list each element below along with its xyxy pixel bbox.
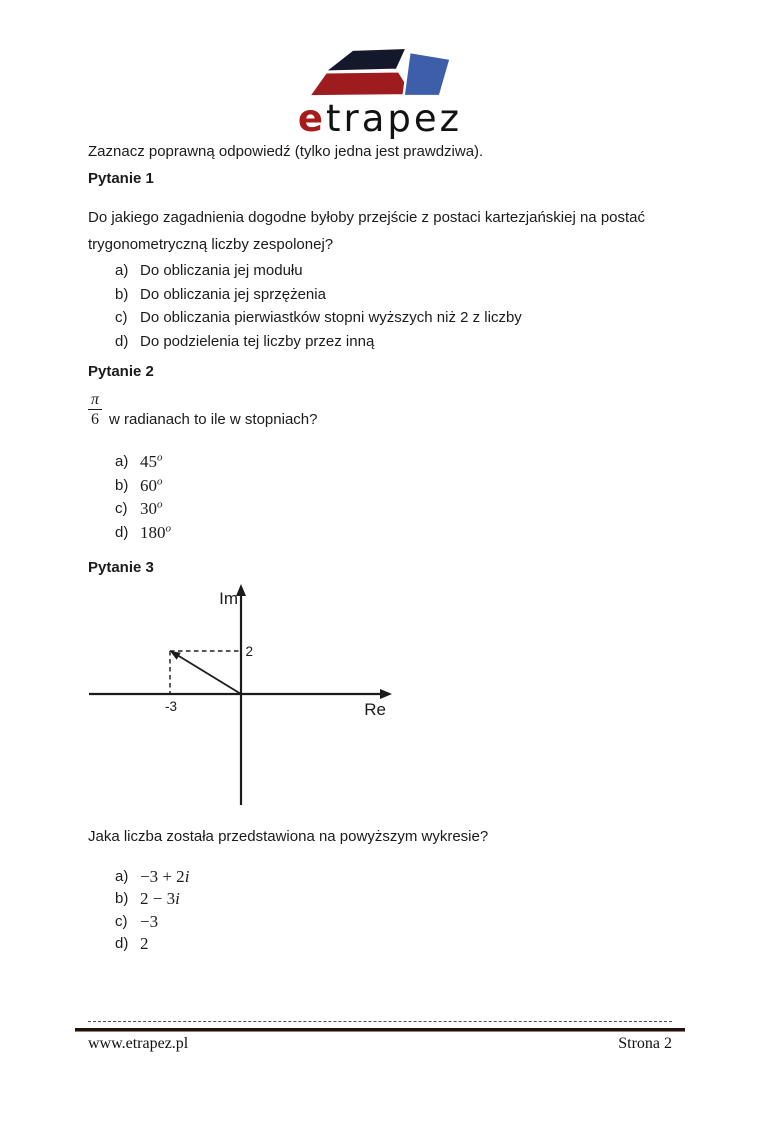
option-value [140,888,180,910]
option-label: d) [115,332,129,350]
degree-value: 180 [140,522,166,542]
question-1-options [88,259,672,353]
fraction-numerator: π [88,392,102,410]
option-value [140,474,163,498]
option-label: c) [115,500,128,518]
degree-sup: o [157,498,163,511]
q1-option-a [115,259,672,283]
option-value [140,866,189,888]
page-footer [75,1021,685,1053]
math-value: −3 [140,911,159,931]
option-label: a) [115,868,129,886]
option-text: Do podzielenia tej liczby przez inną [140,332,375,350]
option-value [140,933,149,955]
q3-option-d [115,933,672,955]
q2-option-d [115,521,672,545]
im-axis-label: Im [219,589,238,609]
question-2-options [88,450,672,544]
logo-letters-trapez: trapez [326,97,463,140]
footer-row [88,1035,672,1053]
footer-rule [75,1028,685,1032]
option-label: d) [115,523,129,541]
option-label: c) [115,912,128,930]
question-2-text [88,392,672,428]
option-label: a) [115,453,129,471]
degree-sup: o [157,451,163,464]
option-value [140,497,163,521]
fraction-denominator: 6 [91,411,99,429]
question-1-text-line1: Do jakiego zagadnienia dogodne byłoby przejście z postaci kartezjańskiej na postać [88,209,646,227]
im-tick-2: 2 [245,644,254,660]
imaginary-unit: i [175,889,180,909]
logo-letter-e: e [297,97,327,140]
re-tick-minus-3: -3 [164,699,178,715]
etrapez-logo [280,46,480,140]
q3-option-c [115,911,672,933]
q2-option-a [115,450,672,474]
question-1-text [88,204,672,258]
math-value: 2 − 3 [140,889,176,909]
complex-plane-chart [88,582,672,810]
q2-option-c [115,497,672,521]
option-label: a) [115,262,129,280]
q1-option-b [115,283,672,307]
vector-arrow-icon [170,651,181,660]
option-value [140,521,171,545]
footer-website-link[interactable]: www.etrapez.pl [88,1035,189,1052]
option-value [140,911,158,933]
document-page [0,46,760,955]
option-text: Do obliczania jej modułu [140,262,303,280]
re-axis-label: Re [364,700,386,720]
imaginary-unit: i [184,867,190,887]
option-label: c) [115,309,128,327]
question-3-text: Jaka liczba została przedstawiona na powyższym wykresie? [88,828,489,846]
degree-value: 60 [140,475,157,495]
option-label: d) [115,935,129,953]
question-1-heading: Pytanie 1 [88,170,154,188]
logo-trapezoid-icon [306,46,454,100]
option-label: b) [115,476,129,494]
q1-option-d [115,330,672,354]
logo-top-face [325,48,406,72]
degree-sup: o [157,474,163,487]
option-text: Do obliczania jej sprzężenia [140,285,326,303]
q3-option-b [115,888,672,910]
question-1-text-line2: trygonometryczną liczby zespolonej? [88,236,334,254]
math-value: −3 + 2 [140,867,185,887]
instruction-text: Zaznacz poprawną odpowiedź (tylko jedna jest prawdziwa). [88,143,484,161]
q2-option-b [115,474,672,498]
degree-sup: o [165,521,171,534]
question-3-heading: Pytanie 3 [88,559,154,577]
fraction-pi-over-6 [88,392,102,428]
complex-plane-svg [88,582,394,810]
re-axis-arrow-icon [380,689,392,699]
math-value: 2 [140,934,149,954]
option-label: b) [115,890,129,908]
option-text: Do obliczania pierwiastków stopni wyższych niż 2 z liczby [140,309,522,327]
logo-wordmark [280,97,480,140]
vector-line [178,656,241,695]
q3-option-a [115,866,672,888]
logo-side-face [404,52,451,96]
question-2-heading: Pytanie 2 [88,363,154,381]
option-label: b) [115,285,129,303]
question-2-question: w radianach to ile w stopniach? [109,411,318,429]
logo-front-face [309,72,413,97]
option-value [140,450,163,474]
footer-page-number: Strona 2 [618,1035,672,1052]
q1-option-c [115,306,672,330]
question-3-options [88,866,672,955]
footer-thin-line [88,1021,672,1022]
degree-value: 45 [140,452,157,472]
degree-value: 30 [140,499,157,519]
